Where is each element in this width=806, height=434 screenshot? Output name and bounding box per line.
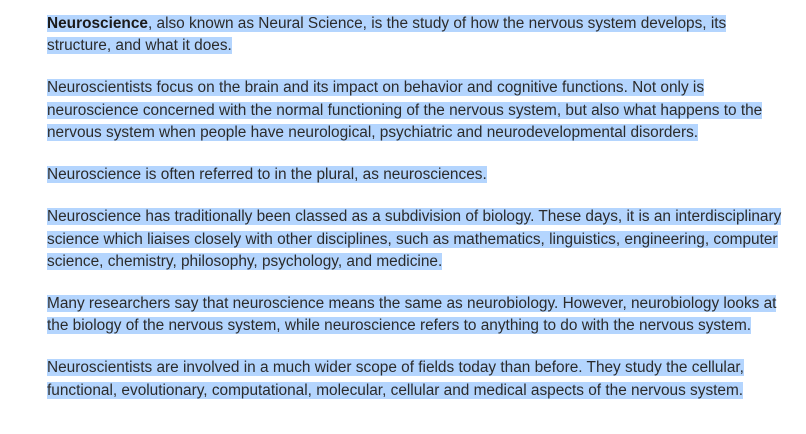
paragraph bbox=[47, 77, 792, 144]
paragraph bbox=[47, 293, 792, 338]
paragraph-text: Neuroscience is often referred to in the plural, as neurosciences. bbox=[47, 166, 487, 184]
paragraph-text: Neuroscientists focus on the brain and its impact on behavior and cognitive functions. Not only is neuroscience concerned with the normal functioning of the nervous system, but also what happens to the nervous system when people have neurological, psychiatric and neurodevelopmental disorders. bbox=[47, 79, 763, 142]
intro-term: Neuroscience bbox=[47, 15, 148, 32]
paragraph-text: Neuroscientists are involved in a much wider scope of fields today than before. They study the cellular, functional, evolutionary, computational, molecular, cellular and medical aspects of the nervous system. bbox=[47, 359, 744, 399]
paragraph bbox=[47, 164, 792, 186]
paragraph-text: Neuroscience has traditionally been classed as a subdivision of biology. These days, it is an interdisciplinary science which liaises closely with other disciplines, such as mathematics, linguistics, engineering, computer science, chemistry, philosophy, psychology, and medicine. bbox=[47, 208, 782, 271]
paragraph-intro bbox=[47, 13, 792, 58]
intro-text: , also known as Neural Science, is the study of how the nervous system develops, its structure, and what it does. bbox=[47, 15, 727, 55]
article-body bbox=[47, 13, 792, 422]
paragraph bbox=[47, 357, 792, 402]
paragraph-text: Many researchers say that neuroscience means the same as neurobiology. However, neurobiology looks at the biology of the nervous system, while neuroscience refers to anything to do with the nervous system. bbox=[47, 295, 777, 335]
paragraph bbox=[47, 206, 792, 273]
